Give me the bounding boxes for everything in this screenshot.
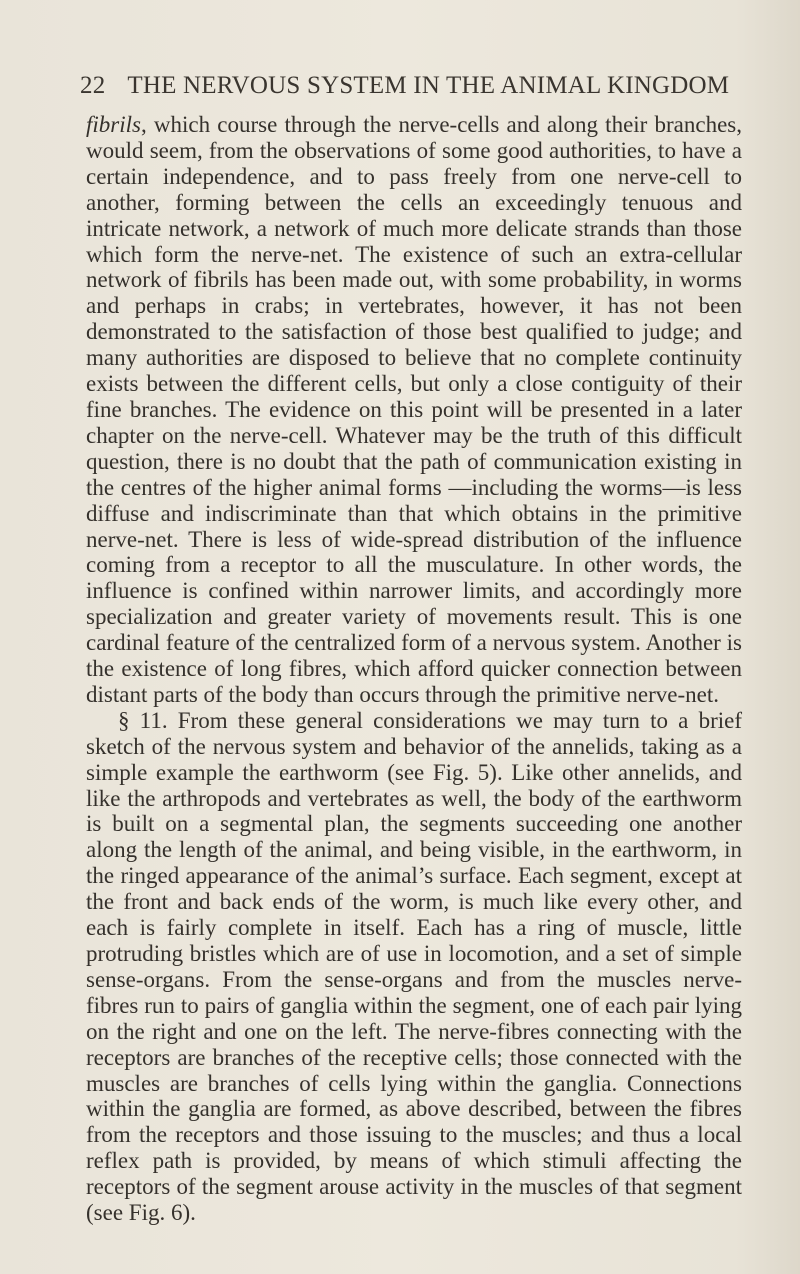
running-header bbox=[80, 72, 730, 112]
italic-term: fibrils bbox=[86, 112, 141, 137]
paragraph-text: , which course through the nerve-cells and along their branches, would seem, from the observations of some good authorities, to have a certain independence, and to pass freely from one nerve-cell to another, forming between the cells an exceedingly tenuous and intricate network, a network of much more delicate strands than those which form the nerve-net. The existence of such an extra-cellular network of fibrils has been made out, with some probability, in worms and perhaps in crabs; in vertebrates, however, it has not been demonstrated to the satisfaction of those best qualified to judge; and many authorities are disposed to believe that no complete continuity exists between the different cells, but only a close contiguity of their fine branches. The evidence on this point will be presented in a later chapter on the nerve-cell. Whatever may be the truth of this difficult question, there is no doubt that the path of communication existing in the centres of the higher animal forms —including the worms—is less diffuse and indiscriminate than that which obtains in the primitive nerve-net. There is less of wide-spread distribution of the influence coming from a receptor to all the musculature. In other words, the influence is confined within narrower limits, and accordingly more specialization and greater variety of movements result. This is one cardinal feature of the centralized form of a nervous system. Another is the existence of long fibres, which afford quicker connection between distant parts of the body than occurs through the primitive nerve-net. bbox=[86, 112, 742, 707]
body-text bbox=[86, 112, 742, 1226]
running-title: THE NERVOUS SYSTEM IN THE ANIMAL KINGDOM bbox=[127, 72, 730, 99]
paragraph-text: § 11. From these general considerations we may turn to a brief sketch of the nervous system and behavior of the annelids, taking as a simple example the earthworm (see Fig. 5). Like other annelids, and like the arthropods and vertebrates as well, the body of the earthworm is built on a segmental plan, the segments succeeding one another along the length of the animal, and being visible, in the earthworm, in the ringed appearance of the animal’s surface. Each segment, except at the front and back ends of the worm, is much like every other, and each is fairly complete in itself. Each has a ring of muscle, little protruding bristles which are of use in locomotion, and a set of simple sense-organs. From the sense-organs and from the muscles nerve-fibres run to pairs of ganglia within the segment, one of each pair lying on the right and one on the left. The nerve-fibres connecting with the receptors are branches of the receptive cells; those connected with the muscles are branches of cells lying within the ganglia. Connections within the ganglia are formed, as above described, between the fibres from the receptors and those issuing to the muscles; and thus a local reflex path is provided, by means of which stimuli affecting the receptors of the segment arouse activity in the muscles of that segment (see Fig. 6). bbox=[86, 707, 742, 1226]
paragraph-section-11 bbox=[86, 708, 742, 1226]
paragraph-continued bbox=[86, 112, 742, 708]
page-number: 22 bbox=[80, 72, 106, 99]
